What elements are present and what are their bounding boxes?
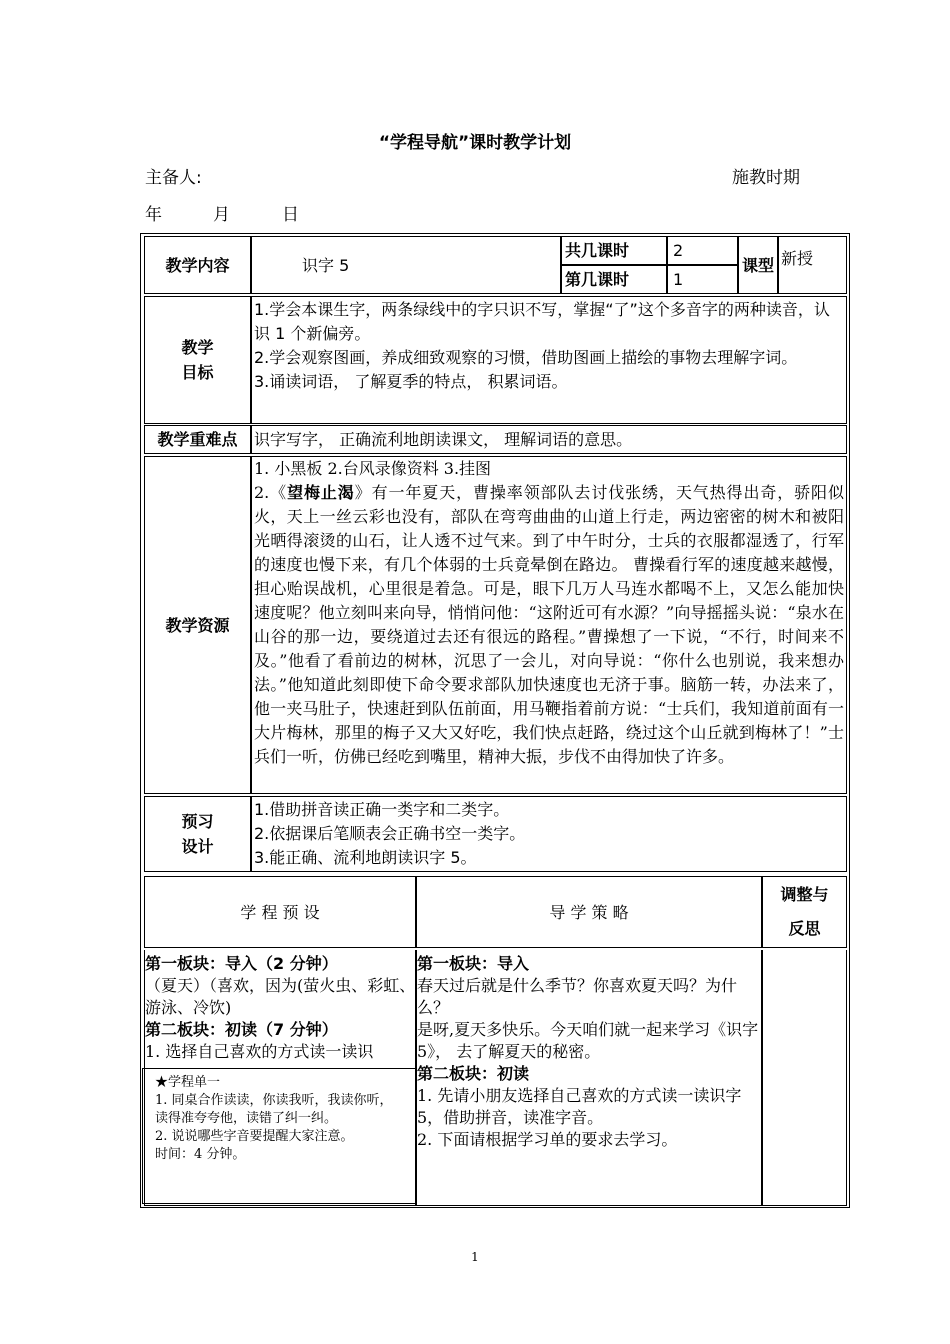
reflection-column xyxy=(762,950,847,1206)
story-body: 有一年夏天，曹操率领部队去讨伐张绣，天气热得出奇，骄阳似火，天上一丝云彩也没有，部队在弯弯曲曲的山道上行走，两边密密的树木和被阳光晒得滚烫的山石，让人透不过气来。到了中午时分，士兵的衣服都湿透了，行军的速度也慢下来，有几个体弱的士兵竟晕倒在路边。 曹操看行军的速度越来越慢，担心贻误战机，心里很是着急。可是，眼下几万人马连水都喝不上，又怎么能加快速度呢？他立刻叫来向导，悄悄问他：“这附近可有水源？”向导摇摇头说：“泉水在山谷的那一边，要绕道过去还有很远的路程。”曹操想了一下说，“不行，时间来不及。”他看了看前边的树林，沉思了一会儿，对向导说：“你什么也别说，我来想办法。”他知道此刻即使下命令要求部队加快速度也无济于事。脑筋一转，办法来了，他一夹马肚子，快速赶到队伍前面，用马鞭指着前方说：“士兵们，我知道前面有一大片梅林，那里的梅子又大又好吃，我们快点赶路，绕过这个山丘就到梅林了！”士兵们一听，仿佛已经吃到嘴里，精神大振，步伐不由得加快了许多。 xyxy=(254,483,844,766)
content-label: 教学内容 xyxy=(144,236,251,294)
col-header-learning: 学 程 预 设 xyxy=(144,876,416,948)
preview-label-line2: 设计 xyxy=(181,837,214,856)
date-month: 月 xyxy=(213,205,230,225)
section-text: 1. 选择自己喜欢的方式读一读识 xyxy=(145,1042,374,1061)
resources-label: 教学资源 xyxy=(144,456,251,794)
content-value: 识字 5 xyxy=(302,256,350,275)
goals-text xyxy=(251,296,847,424)
story-suffix: 》 xyxy=(354,483,372,502)
section-text: 是呀,夏天多快乐。今天咱们就一起来学习《识字 5》， 去了解夏天的秘密。 xyxy=(417,1020,759,1061)
study-sheet-item: 2. 说说哪些字音要提醒大家注意。 xyxy=(155,1129,354,1144)
study-sheet-box xyxy=(142,1068,416,1204)
section-heading: 第一板块：导入 xyxy=(417,954,530,973)
content-value-cell xyxy=(251,236,561,294)
keypoints-text: 识字写字， 正确流利地朗读课文， 理解词语的意思。 xyxy=(251,425,847,454)
section-text: 2. 下面请根据学习单的要求去学习。 xyxy=(417,1130,678,1149)
study-sheet-title: ★学程单一 xyxy=(155,1075,221,1090)
learning-content xyxy=(143,953,419,1063)
nth-lesson-label: 第几课时 xyxy=(561,265,667,294)
goal-item: 2.学会观察图画，养成细致观察的习惯，借助图画上描绘的事物去理解字词。 xyxy=(254,348,798,367)
preparer-label: 主备人: xyxy=(145,168,202,188)
section-heading: 第二板块：初读（7 分钟） xyxy=(145,1020,338,1039)
col-header-reflection xyxy=(762,876,847,948)
story-prefix: 2.《 xyxy=(254,483,288,502)
reflection-line1: 调整与 xyxy=(780,885,829,904)
section-text: 春天过后就是什么季节？你喜欢夏天吗？为什么？ xyxy=(417,976,738,1017)
section-heading: 第一板块：导入（2 分钟） xyxy=(145,954,338,973)
preview-label-line1: 预习 xyxy=(181,812,214,831)
date-day: 日 xyxy=(282,205,299,225)
section-text: 1. 先请小朋友选择自己喜欢的方式读一读识字 5，借助拼音，读准字音。 xyxy=(417,1086,742,1127)
goal-item: 1.学会本课生字，两条绿线中的字只识不写，掌握“了”这个多音字的两种读音，认识 1 个新偏旁。 xyxy=(254,300,830,343)
reflection-line2: 反思 xyxy=(788,919,821,938)
preview-text xyxy=(251,796,847,872)
nth-lesson-value: 1 xyxy=(667,265,738,294)
total-lessons-label: 共几课时 xyxy=(561,236,667,265)
story-title: 望梅止渴 xyxy=(287,483,355,502)
story-paragraph xyxy=(254,481,844,769)
goals-label-line2: 目标 xyxy=(181,363,214,382)
resources-text xyxy=(251,456,847,794)
study-sheet-item: 时间：4 分钟。 xyxy=(155,1147,246,1162)
section-heading: 第二板块：初读 xyxy=(417,1064,530,1083)
goal-item: 3.诵读词语， 了解夏季的特点， 积累词语。 xyxy=(254,372,568,391)
section-text: （夏天）（喜欢，因为(萤火虫、彩虹、游泳、冷饮) xyxy=(145,976,416,1017)
col-header-strategy: 导 学 策 略 xyxy=(416,876,762,948)
strategy-content xyxy=(415,953,763,1151)
date-year: 年 xyxy=(145,205,162,225)
preview-item: 3.能正确、流利地朗读识字 5。 xyxy=(254,848,477,867)
document-title: “学程导航”课时教学计划 xyxy=(378,133,572,153)
lesson-type-label: 课型 xyxy=(738,236,778,294)
goals-label-line1: 教学 xyxy=(181,338,214,357)
preview-label xyxy=(144,796,251,872)
keypoints-label: 教学重难点 xyxy=(144,425,251,454)
teach-period-label: 施教时期 xyxy=(732,168,800,188)
page-number: 1 xyxy=(471,1250,479,1264)
preview-item: 1.借助拼音读正确一类字和二类字。 xyxy=(254,800,510,819)
lesson-type-value: 新授 xyxy=(778,236,847,294)
study-sheet-item: 1. 同桌合作读读，你读我听，我读你听，读得准夸夸他，读错了纠一纠。 xyxy=(155,1093,393,1126)
preview-item: 2.依据课后笔顺表会正确书空一类字。 xyxy=(254,824,526,843)
resources-line1: 1. 小黑板 2.台风录像资料 3.挂图 xyxy=(254,459,492,478)
goals-label xyxy=(144,296,251,424)
total-lessons-value: 2 xyxy=(667,236,738,265)
